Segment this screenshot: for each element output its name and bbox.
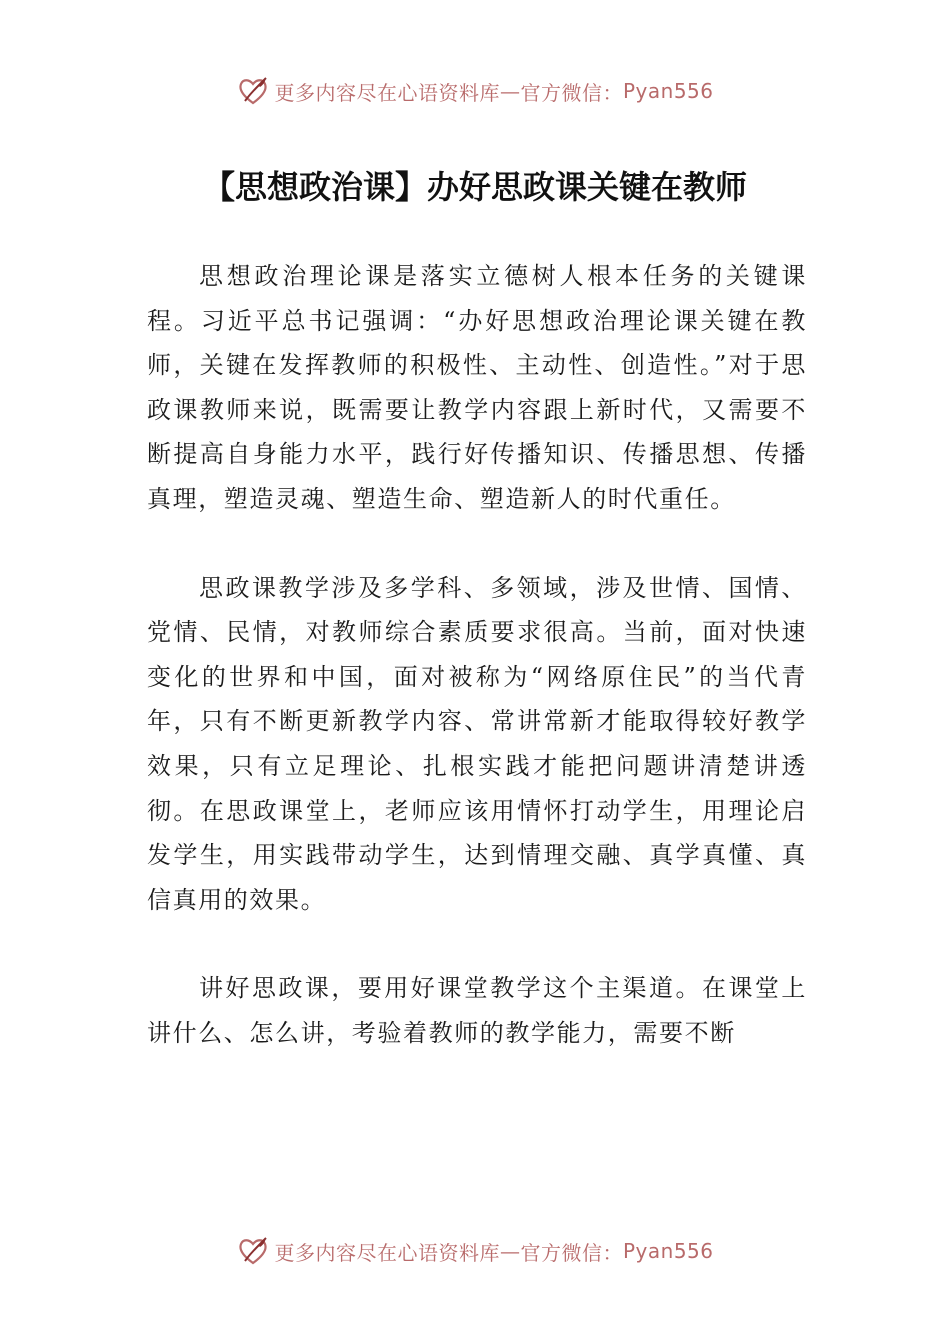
heart-feather-logo-icon <box>236 1234 270 1268</box>
document-title: 【思想政治课】办好思政课关键在教师 <box>202 168 747 206</box>
watermark-separator: — <box>499 79 521 103</box>
watermark-text: 更多内容尽在心语资料库 <box>274 80 500 105</box>
document-body <box>147 254 807 1100</box>
watermark-separator: — <box>499 1239 521 1263</box>
watermark-text: 更多内容尽在心语资料库 <box>274 1240 500 1265</box>
watermark-handle: Pyan556 <box>622 79 714 103</box>
paragraph: 思政课教学涉及多学科、多领域，涉及世情、国情、党情、民情，对教师综合素质要求很高。当前，面对快速变化的世界和中国，面对被称为“网络原住民”的当代青年，只有不断更新教学内容、常讲常新才能取得较好教学效果，只有立足理论、扎根实践才能把问题讲清楚讲透彻。在思政课堂上，老师应该用情怀打动学生，用理论启发学生，用实践带动学生，达到情理交融、真学真懂、真信真用的效果。 <box>147 573 807 914</box>
watermark-handle: Pyan556 <box>622 1239 714 1263</box>
watermark-label: 官方微信： <box>520 80 623 105</box>
paragraph: 讲好思政课，要用好课堂教学这个主渠道。在课堂上讲什么、怎么讲，考验着教师的教学能力，需要不断 <box>147 974 807 1047</box>
watermark-label: 官方微信： <box>520 1240 623 1265</box>
heart-feather-logo-icon <box>236 74 270 108</box>
header-watermark <box>0 74 950 108</box>
footer-watermark <box>0 1234 950 1268</box>
paragraph: 思想政治理论课是落实立德树人根本任务的关键课程。习近平总书记强调：“办好思想政治理论课关键在教师，关键在发挥教师的积极性、主动性、创造性。”对于思政课教师来说，既需要让教学内容跟上新时代，又需要不断提高自身能力水平，践行好传播知识、传播思想、传播真理，塑造灵魂、塑造生命、塑造新人的时代重任。 <box>147 262 807 513</box>
